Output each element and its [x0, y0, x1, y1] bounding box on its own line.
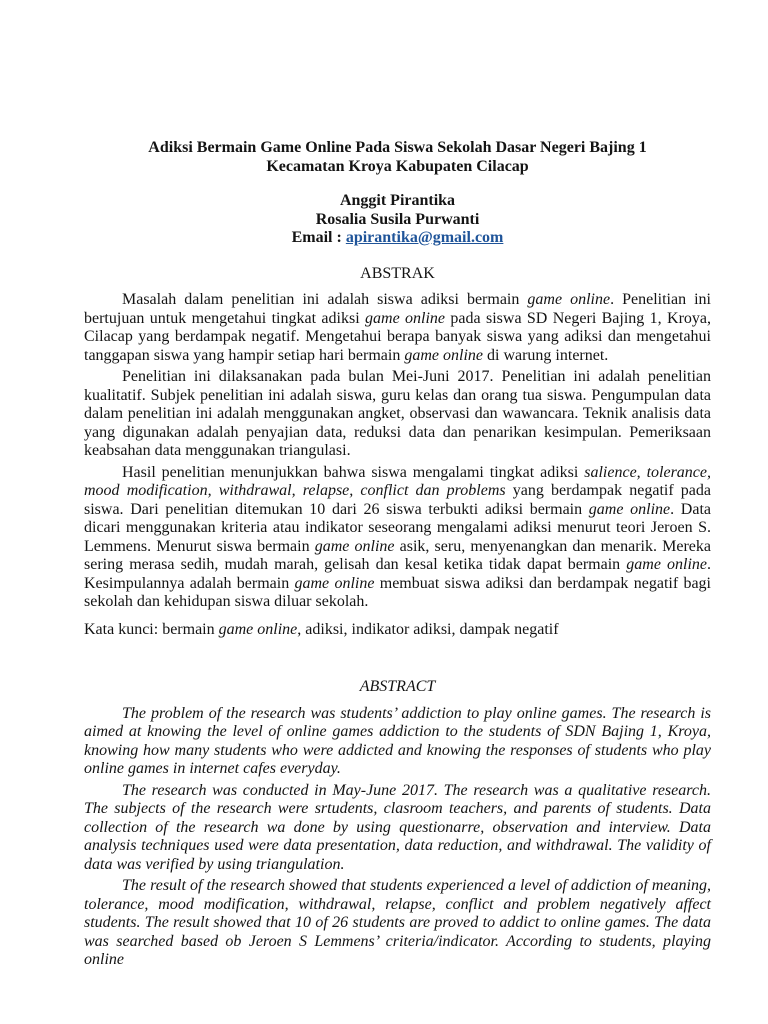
abstrak-paragraph-3: Hasil penelitian menunjukkan bahwa siswa mengalami tingkat adiksi salience, tolerance, mood modification, withdrawal, relapse, conflict dan problems yang berdampak negatif pada siswa. Dari penelitian ditemukan 10 dari 26 siswa terbukti adiksi bermain game online. Data dicari menggunakan kriteria atau indikator seseorang mengalami adiksi menurut teori Jeroen S. Lemmens. Menurut siswa bermain game online asik, seru, menyenangkan dan menarik. Mereka sering merasa sedih, mudah marah, gelisah dan kesal ketika tidak dapat bermain game online. Kesimpulannya adalah bermain game online membuat siswa adiksi dan berdampak negatif bagi sekolah dan kehidupan siswa diluar sekolah.: [84, 463, 712, 610]
abstrak-heading: ABSTRAK: [360, 264, 435, 282]
abstract-paragraph-3: The result of the research showed that students experienced a level of addiction of meaning, tolerance, mood modification, withdrawal, relapse, conflict and problem negatively affect students. The result showed that 10 of 26 students are proved to addict to online games. The data was searched based ob Jeroen S Lemmens’ criteria/indicator. According to students, playing online: [84, 877, 711, 968]
paper-title-line1: Adiksi Bermain Game Online Pada Siswa Sekolah Dasar Negeri Bajing 1: [148, 139, 647, 156]
keywords-line: Kata kunci: bermain game online, adiksi, indikator adiksi, dampak negatif: [84, 620, 559, 638]
document-page: [84, 139, 711, 970]
abstract-paragraph-1: The problem of the research was students’ addiction to play online games. The research is aimed at knowing the level of online games addiction to the students of SDN Bajing 1, Kroya, knowing how many students who were addicted and knowing the responses of students who play online games in internet cafes everyday.: [84, 704, 711, 777]
paper-title: [84, 139, 711, 176]
author-name-1: Anggit Pirantika: [339, 192, 456, 209]
email-line: [84, 229, 711, 248]
abstrak-paragraph-2: Penelitian ini dilaksanakan pada bulan Mei-Juni 2017. Penelitian ini adalah penelitian kualitatif. Subjek penelitian ini adalah siswa, guru kelas dan orang tua siswa. Pengumpulan data dalam penelitian ini adalah menggunakan angket, observasi dan wawancara. Teknik analisis data yang digunakan adalah penyajian data, reduksi data dan penarikan kesimpulan. Pemeriksaan keabsahan data menggunakan triangulasi.: [84, 368, 711, 459]
abstract-paragraph-2: The research was conducted in May-June 2017. The research was a qualitative research. The subjects of the research were srtudents, clasroom teachers, and parents of students. Data collection of the research wa done by using questionarre, observation and interview. Data analysis techniques used were data presentation, data reduction, and withdrawal. The validity of data was verified by using triangulation.: [84, 781, 711, 873]
paper-title-line2: Kecamatan Kroya Kabupaten Cilacap: [266, 157, 529, 175]
email-link[interactable]: apirantika@gmail.com: [345, 229, 504, 246]
abstrak-paragraph-1: Masalah dalam penelitian ini adalah siswa adiksi bermain game online. Penelitian ini bertujuan untuk mengetahui tingkat adiksi game online pada siswa SD Negeri Bajing 1, Kroya, Cilacap yang berdampak negatif. Mengetahui berapa banyak siswa yang adiksi dan mengetahui tanggapan siswa yang hampir setiap hari bermain game online di warung internet.: [84, 291, 712, 364]
email-label: Email :: [291, 229, 346, 246]
abstract-heading: ABSTRACT: [359, 678, 436, 695]
author-name-2: Rosalia Susila Purwanti: [315, 210, 480, 228]
author-block: [84, 192, 711, 248]
